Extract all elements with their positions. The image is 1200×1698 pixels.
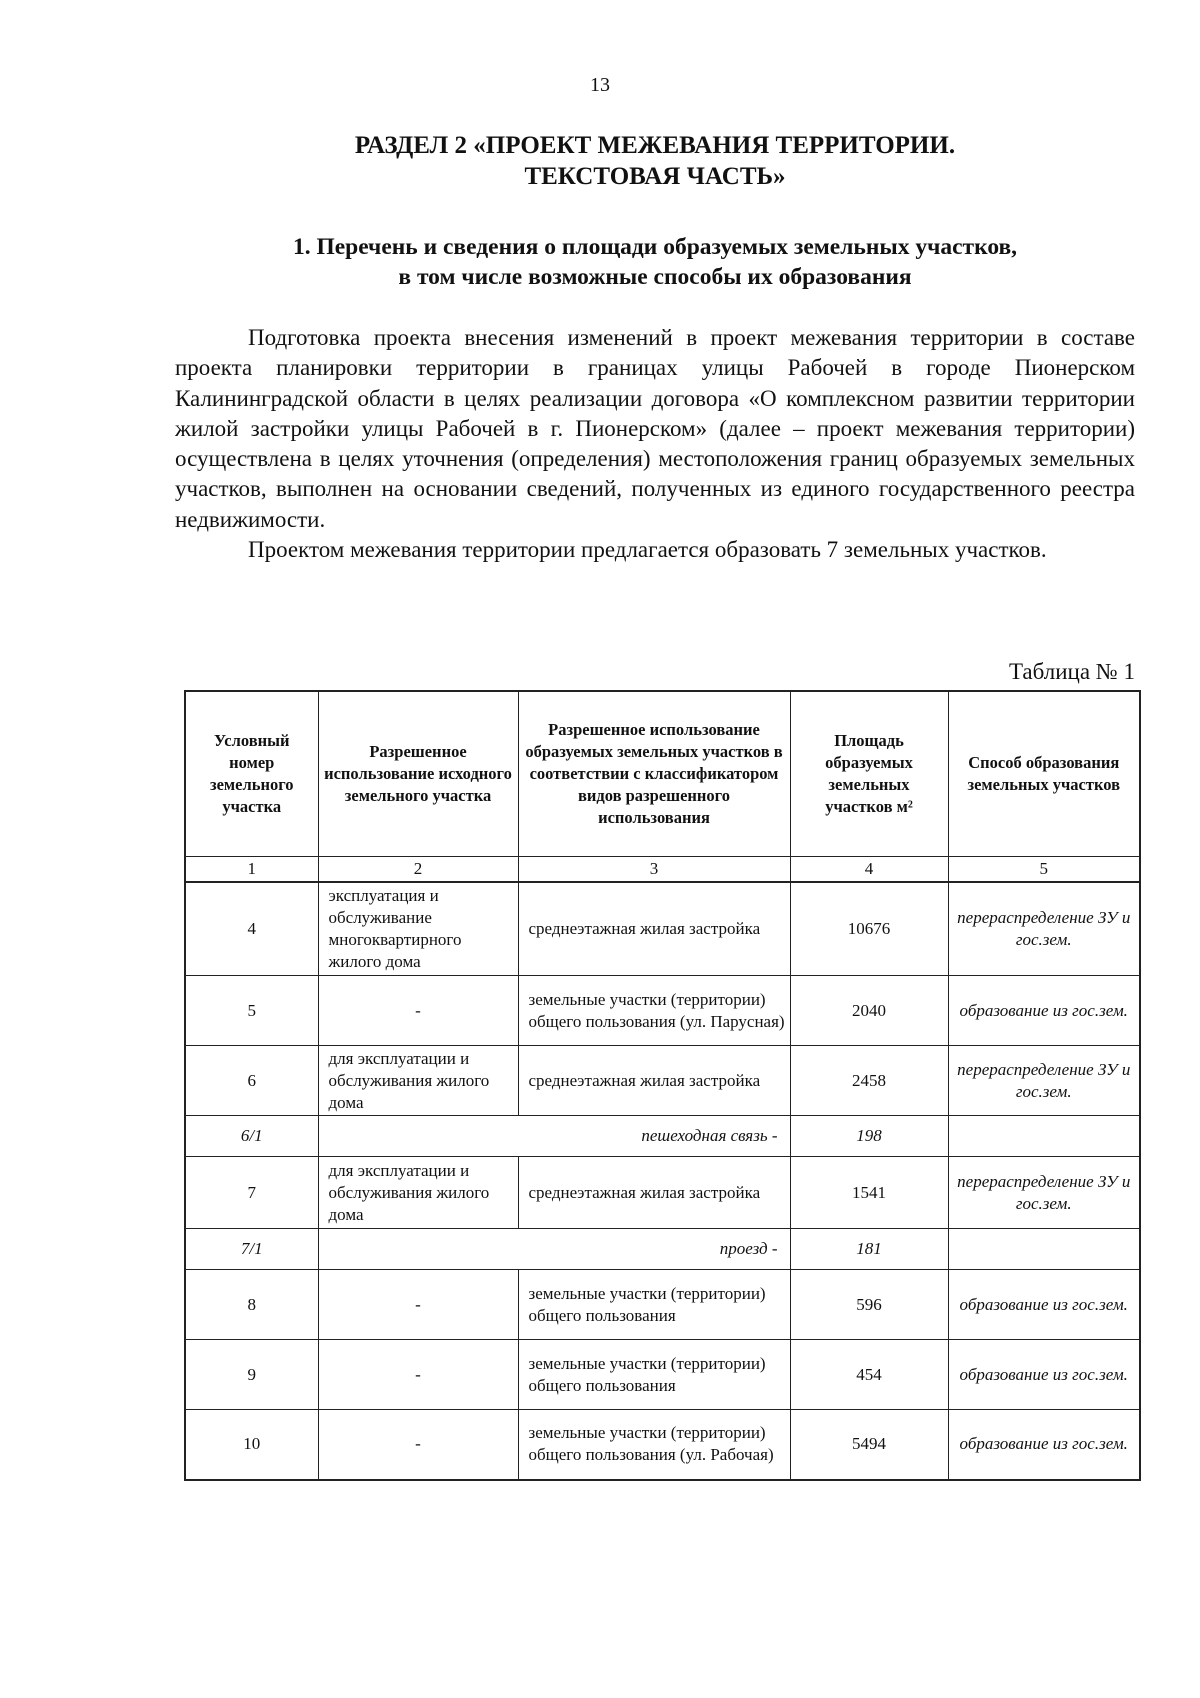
plot-area: 1541 — [790, 1157, 948, 1229]
source-use: - — [318, 976, 518, 1046]
plot-area: 2458 — [790, 1046, 948, 1116]
plot-area: 5494 — [790, 1410, 948, 1480]
table-row — [185, 1046, 1140, 1116]
plot-id: 4 — [185, 882, 318, 976]
plot-area: 596 — [790, 1270, 948, 1340]
header-cell: Площадь образуемых земельных участков м² — [790, 691, 948, 856]
column-number: 2 — [318, 856, 518, 882]
section-title-line-1: РАЗДЕЛ 2 «ПРОЕКТ МЕЖЕВАНИЯ ТЕРРИТОРИИ. — [354, 132, 956, 159]
table-row — [185, 1410, 1140, 1480]
permitted-use: земельные участки (территории) общего пользования (ул. Парусная) — [518, 976, 790, 1046]
subsection-title-line-1: 1. Перечень и сведения о площади образуемых земельных участков, — [292, 234, 1018, 260]
permitted-use: земельные участки (территории) общего пользования — [518, 1340, 790, 1410]
table-row — [185, 1270, 1140, 1340]
plot-id: 8 — [185, 1270, 318, 1340]
source-use: эксплуатация и обслуживание многоквартирного жилого дома — [318, 882, 518, 976]
table-row — [185, 1157, 1140, 1229]
plot-id: 5 — [185, 976, 318, 1046]
table-row — [185, 882, 1140, 976]
column-number-row — [185, 856, 1140, 882]
permitted-use: земельные участки (территории) общего пользования — [518, 1270, 790, 1340]
plot-id: 6/1 — [185, 1116, 318, 1157]
formation-method: перераспределение ЗУ и гос.зем. — [948, 882, 1140, 976]
plot-area: 2040 — [790, 976, 948, 1046]
merged-use: пешеходная связь - — [318, 1116, 790, 1157]
source-use: - — [318, 1270, 518, 1340]
column-number: 4 — [790, 856, 948, 882]
plot-area: 454 — [790, 1340, 948, 1410]
column-number: 5 — [948, 856, 1140, 882]
permitted-use: земельные участки (территории) общего пользования (ул. Рабочая) — [518, 1410, 790, 1480]
permitted-use: среднеэтажная жилая застройка — [518, 1157, 790, 1229]
table-row — [185, 976, 1140, 1046]
paragraph-intro: Подготовка проекта внесения изменений в проект межевания территории в составе проекта планировки территории в границах улицы Рабочей в городе Пионерском Калининградской области в целях реализации договора «О комплексном развитии территории жилой застройки улицы Рабочей в г. Пионерском» (далее – проект межевания территории) осуществлена в целях уточнения (определения) местоположения границ образуемых земельных участков, выполнен на основании сведений, полученных из единого государственного реестра недвижимости. — [175, 325, 1135, 532]
header-cell: Условный номер земельного участка — [185, 691, 318, 856]
column-number: 3 — [518, 856, 790, 882]
section-title-line-2: ТЕКСТОВАЯ ЧАСТЬ» — [524, 163, 786, 190]
formation-method: образование из гос.зем. — [948, 1270, 1140, 1340]
land-plots-table — [184, 690, 1141, 1481]
permitted-use: среднеэтажная жилая застройка — [518, 882, 790, 976]
merged-use: проезд - — [318, 1229, 790, 1270]
plot-id: 9 — [185, 1340, 318, 1410]
body-text — [175, 323, 1135, 565]
table-header-row — [185, 691, 1140, 856]
subsection-title-line-2: в том числе возможные способы их образования — [398, 264, 912, 290]
formation-method: перераспределение ЗУ и гос.зем. — [948, 1046, 1140, 1116]
permitted-use: среднеэтажная жилая застройка — [518, 1046, 790, 1116]
plot-id: 10 — [185, 1410, 318, 1480]
plot-id: 7 — [185, 1157, 318, 1229]
plot-area: 181 — [790, 1229, 948, 1270]
column-number: 1 — [185, 856, 318, 882]
source-use: для эксплуатации и обслуживания жилого дома — [318, 1157, 518, 1229]
formation-method — [948, 1229, 1140, 1270]
plot-id: 6 — [185, 1046, 318, 1116]
source-use: - — [318, 1410, 518, 1480]
plot-id: 7/1 — [185, 1229, 318, 1270]
table-row — [185, 1116, 1140, 1157]
section-title — [175, 130, 1135, 192]
table-caption: Таблица № 1 — [1008, 659, 1135, 684]
source-use: - — [318, 1340, 518, 1410]
formation-method — [948, 1116, 1140, 1157]
plot-area: 10676 — [790, 882, 948, 976]
header-cell: Разрешенное использование исходного земельного участка — [318, 691, 518, 856]
formation-method: перераспределение ЗУ и гос.зем. — [948, 1157, 1140, 1229]
plot-area: 198 — [790, 1116, 948, 1157]
page-number: 13 — [590, 74, 610, 96]
source-use: для эксплуатации и обслуживания жилого дома — [318, 1046, 518, 1116]
formation-method: образование из гос.зем. — [948, 1410, 1140, 1480]
paragraph-count: Проектом межевания территории предлагается образовать 7 земельных участков. — [248, 537, 1047, 563]
header-cell: Способ образования земельных участков — [948, 691, 1140, 856]
subsection-title — [175, 232, 1135, 292]
table-row — [185, 1340, 1140, 1410]
header-cell: Разрешенное использование образуемых земельных участков в соответствии с классификатором видов разрешенного использования — [518, 691, 790, 856]
formation-method: образование из гос.зем. — [948, 1340, 1140, 1410]
table-row — [185, 1229, 1140, 1270]
formation-method: образование из гос.зем. — [948, 976, 1140, 1046]
